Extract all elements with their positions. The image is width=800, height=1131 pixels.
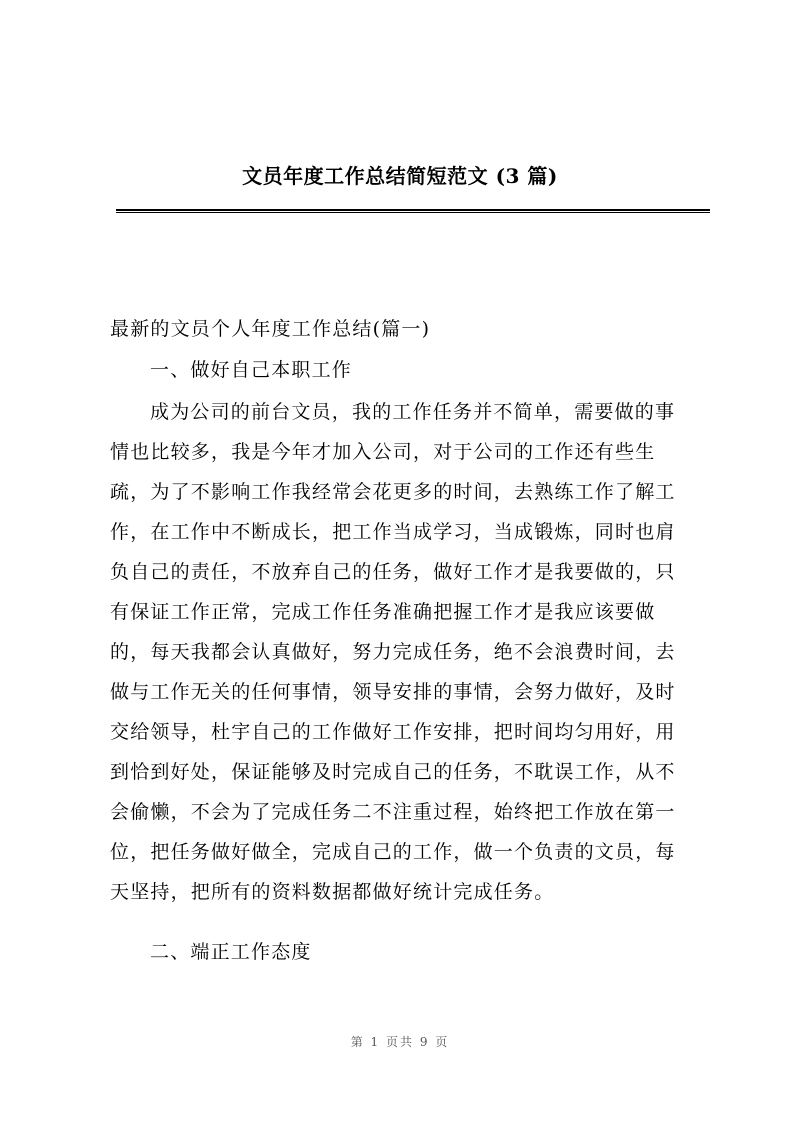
section-1-title: 一、做好自己本职工作	[150, 359, 353, 381]
paragraph-line: 有保证工作正常，完成工作任务准确把握工作才是我应该要做	[110, 601, 656, 623]
paragraph-line: 天坚持，把所有的资料数据都做好统计完成任务。	[110, 881, 555, 903]
title-divider	[116, 209, 710, 213]
paragraph-line: 到恰到好处，保证能够及时完成自己的任务，不耽误工作，从不	[110, 761, 676, 783]
paragraph-line: 情也比较多，我是今年才加入公司，对于公司的工作还有些生	[110, 441, 656, 463]
paragraph-line: 负自己的责任，不放弃自己的任务，做好工作才是我要做的，只	[110, 561, 676, 583]
paragraph-line: 成为公司的前台文员，我的工作任务并不简单，需要做的事	[150, 401, 676, 423]
document-title: 文员年度工作总结简短范文 (3 篇)	[242, 164, 558, 188]
page-number-footer: 第 1 页共 9 页	[350, 1035, 450, 1049]
paragraph-line: 作，在工作中不断成长，把工作当成学习，当成锻炼，同时也肩	[110, 521, 676, 543]
paragraph-line: 会偷懒，不会为了完成任务二不注重过程，始终把工作放在第一	[110, 801, 676, 823]
paragraph-line: 疏，为了不影响工作我经常会花更多的时间，去熟练工作了解工	[110, 481, 676, 503]
section-2-title: 二、端正工作态度	[150, 941, 312, 963]
paragraph-line: 的，每天我都会认真做好，努力完成任务，绝不会浪费时间，去	[110, 641, 676, 663]
document-heading: 最新的文员个人年度工作总结(篇一)	[110, 318, 431, 340]
paragraph-line: 交给领导，杜宇自己的工作做好工作安排，把时间均匀用好，用	[110, 721, 676, 743]
paragraph-line: 位，把任务做好做全，完成自己的工作，做一个负责的文员，每	[110, 841, 676, 863]
paragraph-line: 做与工作无关的任何事情，领导安排的事情，会努力做好，及时	[110, 681, 676, 703]
